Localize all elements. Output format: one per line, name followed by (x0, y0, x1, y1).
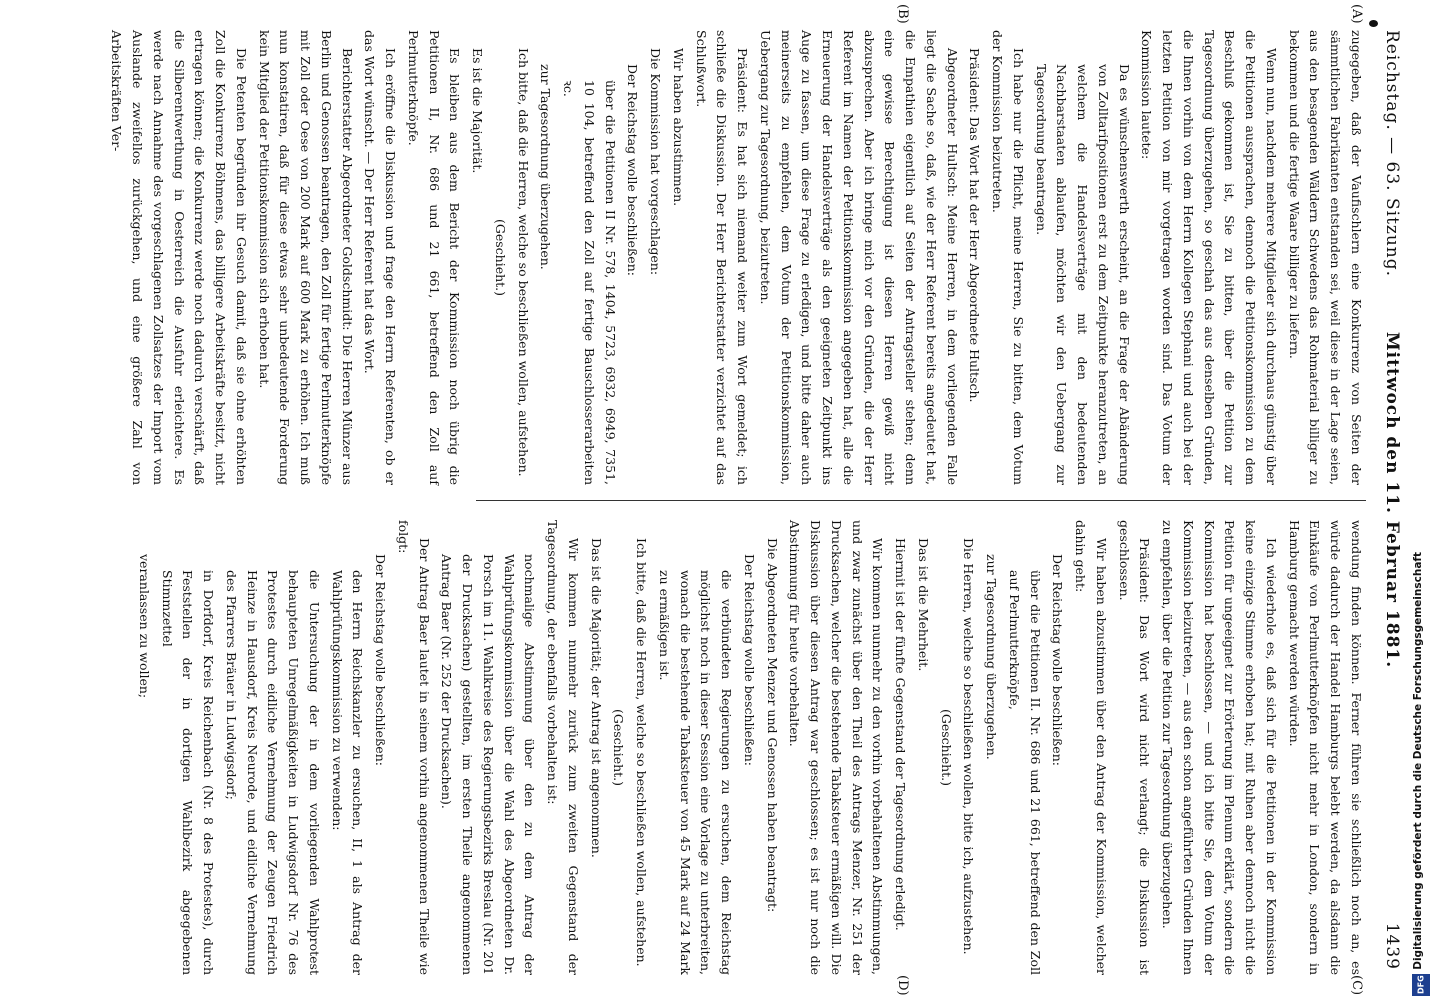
dfg-logo-icon: DFG (1412, 974, 1430, 996)
paragraph: wendung finden können. Ferner führen sie schließlich noch an, es würde dadurch der Handel Hamburgs belebt werden, da alsdann die Einkäufe von Perlmutterknöpfen nicht mehr in London, sondern in Hamburg gemacht werden würden. (1286, 520, 1364, 975)
margin-mark-b: (B) (895, 4, 910, 24)
paragraph: Wir haben abzustimmen über den Antrag der Kommission, welcher dahin geht: (1073, 520, 1109, 975)
paragraph: den Herrn Reichskanzler zu ersuchen, II, 1 als Antrag der Wahlprüfungskommission zu verwenden: (329, 570, 366, 975)
right-column (137, 520, 1366, 975)
paragraph: nochmalige Abstimmung über den zu dem Antrag der Wahlprüfungskommission über die Wahl des Abgeordneten Dr. Porsch im 11. Wahlkreise des Regierungsbezirks Breslau (Nr. 201 der Drucksachen) gestellten, im ersten Theile angenommenen Antrag Baer (Nr. 252 der Drucksachen). (439, 554, 538, 975)
paragraph: veranlassen zu wollen; (137, 554, 152, 699)
stage-direction: (Geschieht.) (938, 708, 954, 787)
watermark-text: Digitalisierung gefördert durch die Deutsche Forschungsgemeinschaft (1412, 552, 1424, 970)
paragraph: Der Reichstag wolle beschließen: (742, 554, 757, 766)
funding-watermark (1410, 0, 1432, 1000)
paragraph: Wir haben abzustimmen. (671, 48, 686, 207)
paragraph: die Untersuchung der in dem vorliegenden Wahlprotest behaupteten Unregelmäßigkeiten in Ludwigsdorf Nr. 76 des Protestes durch eidliche Vernehmung der Zeugen Friedrich Heinze in Hausdorf, Kreis Neurode, und eidliche Vernehmung des Pfarrers Bräuer in Ludwigsdorf; (224, 570, 322, 975)
paragraph: Der Antrag Baer lautet in seinem vorhin angenommenen Theile wie folgt: (396, 520, 432, 975)
paragraph: zur Tagesordnung überzugehen. (984, 554, 1000, 760)
speaker-paragraph: Präsident: Das Wort wird nicht verlangt; die Diskussion ist geschlossen. (1116, 520, 1153, 975)
margin-mark-d: (D) (895, 975, 910, 996)
paragraph: Es ist die Majorität. (470, 48, 486, 174)
paragraph: Das ist die Mehrheit. (916, 538, 931, 672)
column-divider (476, 500, 1366, 501)
left-column (109, 30, 1366, 485)
paragraph: Wenn nun, nachdem mehrere Mitglieder sich durchaus günstig über die Petitionen aussprachen, dennoch die Petitionskommission zu dem Beschluß gekommen ist, Sie zu bitten, über die Petition zur Tagesordnung überzugehen, so geschah das aus denselben Gründen, die Ihnen vorhin von dem Herrn Kollegen Stephani und auch bei der letzten Petition von mir vorgetragen worden sind. Das Votum der Kommission lautete: (1139, 30, 1279, 485)
paragraph: Wir kommen nunmehr zurück zum zweiten Gegenstand der Tagesordnung, der ebenfalls vorbehalten ist: (545, 520, 581, 975)
paragraph: Der Reichstag wolle beschließen: (373, 554, 389, 766)
paragraph: Abgeordneter Hultsch: Meine Herren, in dem vorliegenden Falle liegt die Sache so, daß, wie der Herr Referent bereits angedeutet hat, die Empathien eigentlich auf Seiten der Antragsteller stehen; denn eine gewisse Berechtigung ist diesen Herren gewiß nicht abzusprechen. Aber ich bringe mich vor den Gründen, die der Herr Referent im Namen der Petitionskommission angegeben hat, alle die Erneuerung der Handelsverträge als den geeigneten Zeitpunkt ins Auge zu fassen, um diese Frage zu erledigen, und bitte daher auch meinerseits zu empfehlen, dem Votum der Petitionskommission, Uebergang zur Tagesordnung, beizutreten. (758, 30, 960, 485)
paragraph: in Dorfdorf, Kreis Reichenbach (Nr. 8 des Protestes), durch Feststellen der in dortigen Wahlbezirk abgegebenen Stimmzettel (159, 570, 217, 975)
paragraph: zugegeben, daß der Vaufischlern eine Konkurrenz von Seiten der sämmtlichen Fabrikanten entstanden sei, weil diese in der Lage seien, aus den besagenden Wäldern Schwedens das Rohmaterial billiger zu bekommen und die fertige Waare billiger zu liefern. (1286, 30, 1364, 485)
speaker-paragraph: Präsident: Es hat sich niemand weiter zum Wort gemeldet; ich schließe die Diskussion. Der Herr Berichterstatter verzichtet auf das Schlußwort. (693, 30, 751, 485)
paragraph: Die Petenten begründen ihr Gesuch damit, daß sie ohne erhöhten Zoll die Konkurrenz Böhmens, das billigere Arbeitskräfte besitzt, nicht ertragen können; die Konkurrenz werde noch dadurch verschärft, daß die Silberentwerthung in Oesterreich die Ausfuhr erleichtere. Es werde nach Annahme des vorgeschlagenen Zollsatzes der Import vom Auslande zweifellos zurückgehen, und eine größere Zahl von Arbeitskräften Ver- (109, 30, 249, 485)
paragraph: Die Kommission hat vorgeschlagen: (648, 48, 664, 276)
speaker-paragraph: Berichterstatter Abgeordneter Goldschmidt: Die Herren Münzer aus Berlin und Genossen beantragen, den Zoll für fertige Perlmutterknöpfe mit Zoll oder Oese von 200 Mark auf 600 Mark zu erhöhen. Ich muß nun konstatiren, daß für diese etwas sehr unbedeutende Forderung kein Mitglied der Petitionskommission sich erhoben hat. (256, 30, 355, 485)
paragraph: Die Herren, welche so beschließen wollen, bitte ich, aufzustehen. (961, 538, 977, 955)
paragraph: Ich wiederhole es, daß sich für die Petitionen in der Kommission keine einzige Stimme erhoben hat; mit Ruhen aber dennoch nicht die Petition für ungeeignet zur Erörterung im Plenum erklärt, sondern die Kommission hat beschlossen, — und ich bitte Sie, dem Votum der Kommission beizutreten, — aus den schon angeführten Gründen Ihnen zu empfehlen, über die Petition zur Tagesordnung überzugehen. (1160, 520, 1279, 975)
paragraph: Das ist die Majorität; der Antrag ist angenommen. (588, 538, 604, 858)
paragraph: Wir kommen nunmehr zu den vorhin vorbehaltenen Abstimmungen, und zwar zunächst über den Theil des Antrags Menzer, Nr. 251 der Drucksachen, welcher die bestehende Tabaksteuer ermäßigen will. Die Diskussion über diesen Antrag war geschlossen; es ist nur noch die Abstimmung für heute vorbehalten. (787, 520, 886, 975)
header-session-title: Reichstag. — 63. Sitzung. (1382, 30, 1402, 278)
paragraph: die verbündeten Regierungen zu ersuchen, dem Reichstag möglichst noch in dieser Session eine Vorlage zu unterbreiten, wonach die bestehende Tabaksteuer von 45 Mark auf 24 Mark zu ermäßigen ist. (657, 570, 735, 975)
paragraph: Ich habe nur die Pflicht, meine Herren, Sie zu bitten, dem Votum der Kommission beizutreten. (990, 30, 1026, 485)
paragraph: Ich bitte, daß die Herren, welche so beschließen wollen, aufstehen. (515, 48, 531, 477)
paragraph: Die Abgeordneten Menzer und Genossen haben beantragt: (764, 538, 780, 913)
paragraph: Es bleiben aus dem Bericht der Kommission noch übrig die Petitionen II, Nr. 686 und 21 661, betreffend den Zoll auf Perlmutterknöpfe. (406, 30, 463, 485)
paragraph: über die Petitionen II. Nr. 686 und 21 661, betreffend den Zoll auf Perlmutterknöpfe, (1007, 570, 1043, 975)
paragraph: Ich eröffne die Diskussion und frage den Herrn Referenten, ob er das Wort wünscht. — Der Herr Referent hat das Wort. (362, 30, 399, 485)
ink-spot (1369, 20, 1378, 27)
margin-mark-a: (A) (1349, 4, 1364, 24)
paragraph: Da es wünschenswerth erscheint, an die Frage der Abänderung von Zolltarifpositionen erst zu dem Zeitpunkte heranzutreten, an welchem die Handelsverträge mit den bedeutenden Nachbarstaaten ablaufen, möchten wir den Uebergang zur Tagesordnung beantragen. (1033, 64, 1132, 485)
paragraph: Ich bitte, daß die Herren, welche so beschließen wollen, aufstehen. (634, 538, 650, 967)
page-header (1374, 30, 1402, 970)
page-number: 1439 (1382, 922, 1402, 970)
paragraph: Der Reichstag wolle beschließen: (625, 64, 641, 276)
paragraph: Der Reichstag wolle beschließen: (1050, 554, 1066, 766)
header-date: Mittwoch den 11. Februar 1881. (1382, 331, 1402, 669)
margin-mark-c: (C) (1349, 975, 1364, 996)
paragraph: über die Petitionen II Nr. 578, 1404, 5723, 6932, 6949, 7351, 10 104, betreffend den Zoll auf fertige Bauschlosserarbeiten ꝛc. (561, 80, 618, 485)
paragraph: zur Tagesordnung überzugehen. (538, 64, 554, 270)
speaker-paragraph: Präsident: Das Wort hat der Herr Abgeordnete Hultsch. (967, 48, 983, 403)
stage-direction: (Geschieht.) (611, 708, 627, 787)
paragraph: Hiermit ist der fünfte Gegenstand der Tagesordnung erledigt. (893, 538, 909, 931)
stage-direction: (Geschieht.) (493, 218, 508, 297)
